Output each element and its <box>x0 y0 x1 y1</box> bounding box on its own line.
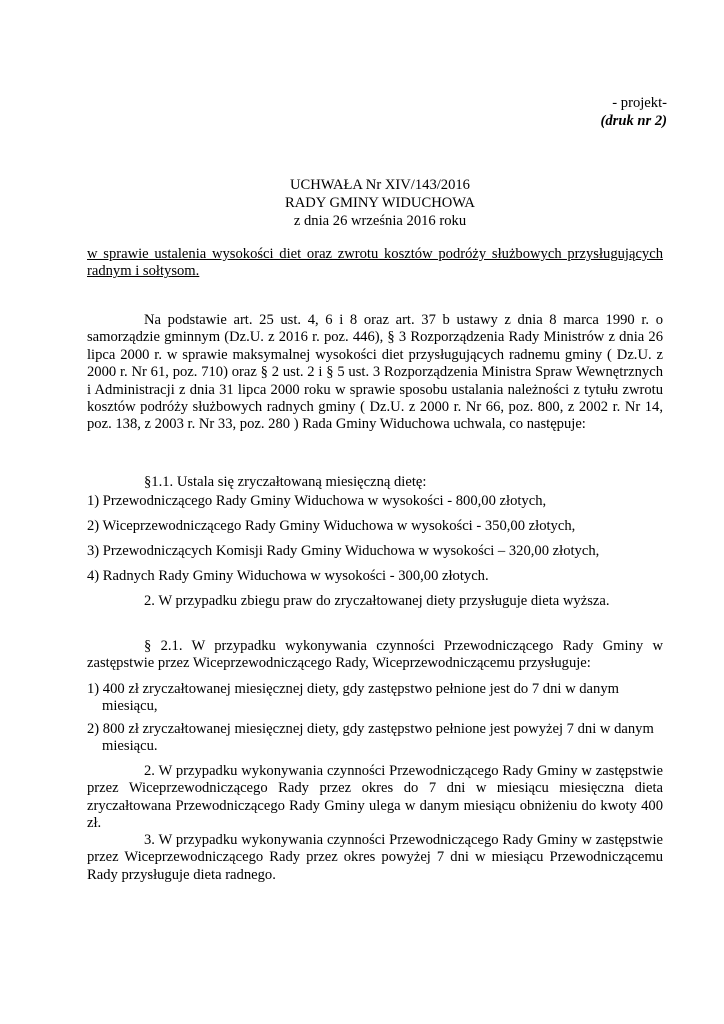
section2-item-2: 2) 800 zł zryczałtowanej miesięcznej diety, gdy zastępstwo pełnione jest powyżej 7 dni w danym miesiącu. <box>87 721 654 755</box>
resolution-date: z dnia 26 września 2016 roku <box>293 213 467 229</box>
section1-item-1: 1) Przewodniczącego Rady Gminy Widuchowa w wysokości - 800,00 złotych, <box>87 493 547 509</box>
resolution-number: UCHWAŁA Nr XIV/143/2016 <box>290 177 470 193</box>
section1-item-4: 4) Radnych Rady Gminy Widuchowa w wysokości - 300,00 złotych. <box>87 568 489 584</box>
preamble: Na podstawie art. 25 ust. 4, 6 i 8 oraz art. 37 b ustawy z dnia 8 marca 1990 r. o samorządzie gminnym (Dz.U. z 2016 r. poz. 446), § 3 Rozporządzenia Rady Ministrów z dnia 26 lipca 2000 r. w sprawie maksymalnej wysokości diet przysługujących radnemu gminy ( Dz.U. z 2000 r. Nr 61, poz. 710) oraz § 2 ust. 2 i § 5 ust. 3 Rozporządzenia Ministra Spraw Wewnętrznych i Administracji z dnia 31 lipca 2000 roku w sprawie sposobu ustalania należności z tytułu zwrotu kosztów podróży służbowych radnych gminy ( Dz.U. z 2000 r. Nr 66, poz. 800, z 2002 r. Nr 14, poz. 138, z 2003 r. Nr 33, poz. 280 ) Rada Gminy Widuchowa uchwala, co następuje: <box>87 312 663 433</box>
section1-intro: §1.1. Ustala się zryczałtowaną miesięczną dietę: <box>144 474 427 490</box>
council-name: RADY GMINY WIDUCHOWA <box>285 195 475 211</box>
section2-point-3: 3. W przypadku wykonywania czynności Przewodniczącego Rady Gminy w zastępstwie przez Wiceprzewodniczącego Rady przez okres powyżej 7 dni w miesiącu Przewodniczącemu Rady przysługuje dieta radnego. <box>87 832 663 883</box>
section1-point-2: 2. W przypadku zbiegu praw do zryczałtowanej diety przysługuje dieta wyższa. <box>144 593 610 609</box>
section1-item-3: 3) Przewodniczących Komisji Rady Gminy Widuchowa w wysokości – 320,00 złotych, <box>87 543 600 559</box>
section2-intro: § 2.1. W przypadku wykonywania czynności Przewodniczącego Rady Gminy w zastępstwie przez Wiceprzewodniczącego Rady, Wiceprzewodniczącemu przysługuje: <box>87 638 663 672</box>
druk-label: (druk nr 2) <box>600 113 667 129</box>
projekt-label: - projekt- <box>612 95 667 111</box>
section1-item-2: 2) Wiceprzewodniczącego Rady Gminy Widuchowa w wysokości - 350,00 złotych, <box>87 518 576 534</box>
section2-item-1: 1) 400 zł zryczałtowanej miesięcznej diety, gdy zastępstwo pełnione jest do 7 dni w danym miesiącu, <box>87 681 619 715</box>
section2-point-2: 2. W przypadku wykonywania czynności Przewodniczącego Rady Gminy w zastępstwie przez Wiceprzewodniczącego Rady przez okres do 7 dni w miesiącu miesięczna dieta zryczałtowana Przewodniczącego Rady Gminy ulega w danym miesiącu obniżeniu do kwoty 400 zł. <box>87 763 663 832</box>
resolution-subject: w sprawie ustalenia wysokości diet oraz zwrotu kosztów podróży służbowych przysługujących radnym i sołtysom. <box>87 246 663 280</box>
